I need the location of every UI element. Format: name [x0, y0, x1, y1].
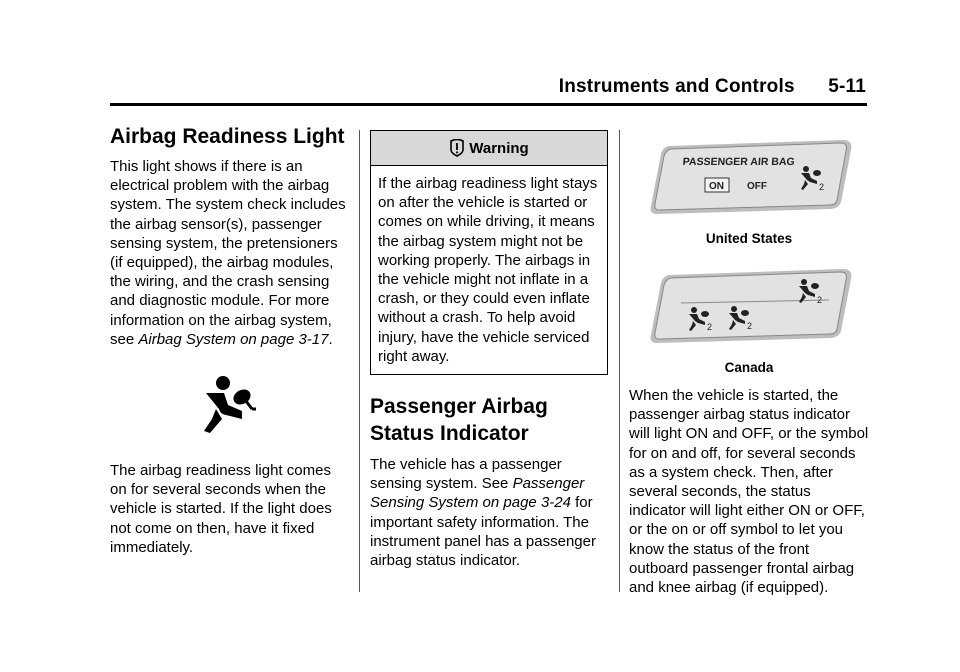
column-divider-2	[619, 130, 620, 592]
canada-status-panel-illustration	[629, 259, 869, 349]
paragraph-airbag-intro	[110, 157, 350, 349]
warning-box	[370, 130, 608, 375]
warning-title: Warning	[469, 139, 529, 157]
airbag-readiness-icon	[110, 349, 350, 461]
cross-reference-link[interactable]: Passenger Sensing System on page 3-24	[370, 475, 585, 512]
warning-body	[371, 166, 607, 374]
paragraph-text: This light shows if there is an electrical problem with the airbag system. The system check includes the airbag sensor(s), passenger sensing system, the pretensioners (if equipped), the airbag modules, the wiring, and the crash sensing and diagnostic module. For more information on the airbag system, see	[110, 158, 346, 348]
paragraph-text: The vehicle has a passenger sensing system. See	[370, 456, 562, 493]
column-3	[629, 130, 869, 597]
on-label: ON	[709, 181, 724, 192]
paragraph-status-check: When the vehicle is started, the passenger airbag status indicator will light ON and OFF, or the symbol for on and off, for several seconds as a system check. Then, after several seconds, the status indicator will light either ON or OFF, or the on or off symbol to let you know the status of the front outboard passenger frontal airbag and knee airbag (if equipped).	[629, 387, 869, 597]
panel-label: PASSENGER AIR BAG	[682, 156, 796, 168]
icon-subscript: 2	[817, 295, 823, 305]
page-header	[110, 76, 866, 98]
page-number: 5-11	[828, 76, 866, 97]
paragraph-text-continued: for important safety information. The instrument panel has a passenger airbag status indicator.	[370, 494, 596, 570]
paragraph-end: .	[328, 330, 333, 348]
cross-reference-link[interactable]: Airbag System on page 3-17	[138, 330, 329, 348]
us-status-panel-illustration	[629, 130, 869, 220]
header-rule	[110, 103, 867, 106]
warning-symbol-icon	[449, 139, 465, 157]
column-divider-1	[359, 130, 360, 592]
section-heading-airbag-readiness: Airbag Readiness Light	[110, 125, 345, 148]
header-title: Instruments and Controls	[558, 76, 795, 97]
column-2	[370, 130, 608, 570]
caption-canada: Canada	[724, 360, 774, 375]
icon-subscript: 2	[819, 182, 825, 192]
warning-text: If the airbag readiness light stays on after the vehicle is started or comes on while driving, it means the airbag system might not be working properly. The airbags in the vehicle might not inflate in a crash, or they could even inflate without a crash. To help avoid injury, have the vehicle serviced right away.	[378, 175, 598, 365]
warning-header	[371, 131, 607, 166]
icon-subscript: 2	[747, 321, 753, 331]
column-1	[110, 124, 350, 557]
off-label: OFF	[747, 181, 767, 192]
caption-united-states: United States	[705, 231, 793, 246]
paragraph-passenger-sensing	[370, 455, 608, 570]
icon-subscript: 2	[707, 322, 713, 332]
section-heading-passenger-status: Passenger Airbag Status Indicator	[370, 395, 548, 446]
paragraph-light-check: The airbag readiness light comes on for several seconds when the vehicle is started. If the light does not come on then, have it fixed immediately.	[110, 462, 332, 556]
